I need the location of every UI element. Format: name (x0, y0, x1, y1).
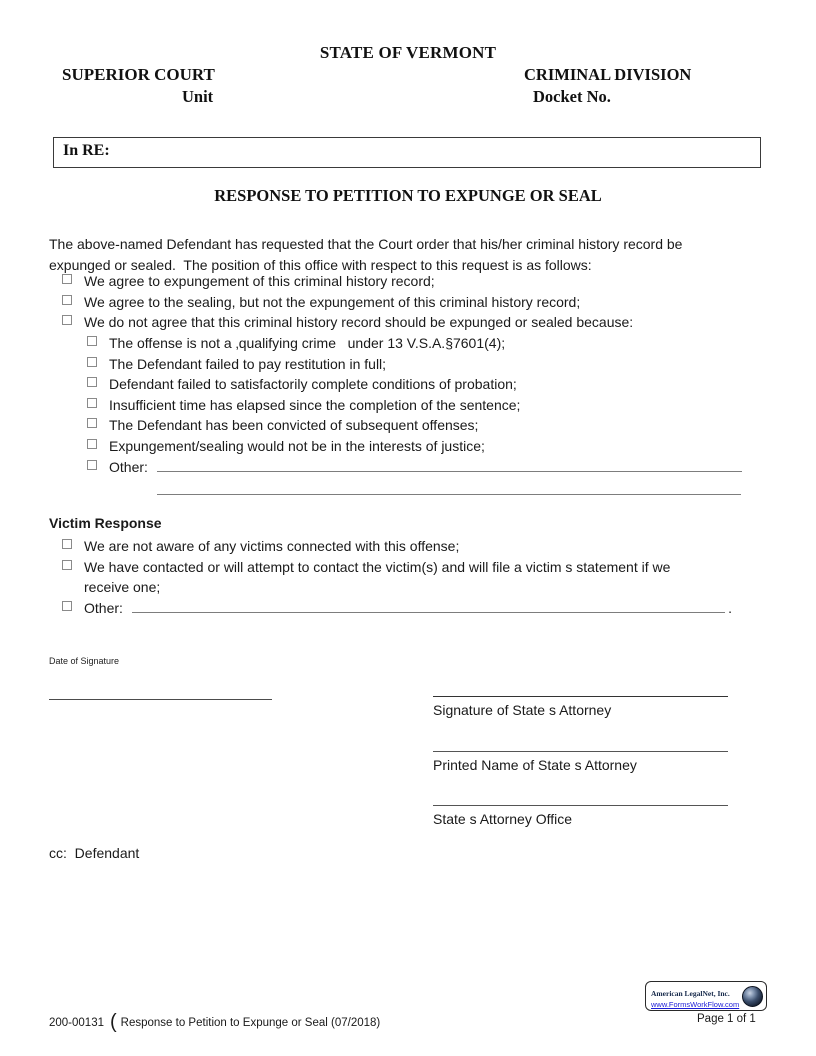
option-label: We agree to expungement of this criminal history record; (84, 273, 435, 289)
checkbox-victim-other[interactable] (62, 601, 72, 611)
legalnet-badge (645, 981, 767, 1011)
attorney-signature-line[interactable] (433, 696, 728, 697)
reason-label: The Defendant has been convicted of subsequent offenses; (109, 417, 479, 434)
intro-line-2: expunged or sealed. The position of this office with respect to this request is as follows: (49, 256, 592, 273)
victim-item-line-1: We have contacted or will attempt to contact the victim(s) and will file a victim s statement if we (84, 558, 671, 575)
victim-row-contacted (62, 557, 732, 598)
state-title: STATE OF VERMONT (319, 43, 497, 62)
victim-item-label: We are not aware of any victims connected with this offense; (84, 538, 460, 554)
checkbox-restitution[interactable] (87, 357, 97, 367)
checkbox-victims-contacted[interactable] (62, 560, 72, 570)
checkbox-agree-sealing[interactable] (62, 295, 72, 305)
attorney-office-label: State s Attorney Office (433, 811, 573, 827)
reason-row-restitution (87, 354, 742, 375)
checkbox-probation-conditions[interactable] (87, 377, 97, 387)
form-title: RESPONSE TO PETITION TO EXPUNGE OR SEAL (214, 186, 602, 205)
checkbox-reason-other[interactable] (87, 460, 97, 470)
checkbox-not-qualifying-crime[interactable] (87, 336, 97, 346)
victim-item-line-2: receive one; (84, 579, 161, 596)
reason-row-probation (87, 374, 742, 395)
reason-row-insufficient-time (87, 395, 742, 416)
victim-row-other (62, 598, 732, 619)
checkbox-interests-of-justice[interactable] (87, 439, 97, 449)
court-name: SUPERIOR COURT (62, 65, 215, 84)
footer-parenthesis: ( (110, 1011, 117, 1033)
unit-label: Unit (182, 87, 214, 106)
attorney-signature-label: Signature of State s Attorney (433, 702, 612, 718)
victim-response-list (62, 536, 732, 618)
option-row-do-not-agree (62, 312, 782, 333)
victim-other-period: . (728, 599, 732, 616)
reason-label: The Defendant failed to pay restitution in full; (109, 355, 387, 372)
option-row-agree-sealing (62, 292, 782, 313)
date-of-signature-label: Date of Signature (49, 656, 120, 666)
reason-row-interests-of-justice (87, 436, 742, 457)
attorney-printed-name-label: Printed Name of State s Attorney (433, 757, 637, 773)
other-reason-fill-line[interactable] (157, 457, 742, 472)
reason-row-other (87, 457, 742, 478)
globe-icon (742, 986, 763, 1007)
checkbox-do-not-agree[interactable] (62, 315, 72, 325)
checkbox-insufficient-time[interactable] (87, 398, 97, 408)
checkbox-agree-expungement[interactable] (62, 274, 72, 284)
victim-item-label: Other: (84, 599, 123, 616)
attorney-office-line[interactable] (433, 805, 728, 806)
footer-form-identifier (49, 1010, 381, 1033)
date-signature-line[interactable] (49, 699, 272, 700)
cc-defendant-line: cc: Defendant (49, 845, 140, 861)
victim-response-heading: Victim Response (49, 515, 162, 531)
in-re-field-box[interactable] (53, 137, 761, 168)
reason-label: Defendant failed to satisfactorily complete conditions of probation; (109, 376, 517, 393)
attorney-printed-name-line[interactable] (433, 751, 728, 752)
option-row-agree-expungement (62, 271, 782, 292)
checkbox-subsequent-offenses[interactable] (87, 418, 97, 428)
formsworkflow-link[interactable]: www.FormsWorkFlow.com (651, 999, 740, 1009)
intro-line-1: The above-named Defendant has requested that the Court order that his/her criminal history record be (49, 236, 683, 252)
docket-number-label: Docket No. (533, 87, 611, 106)
reason-label: The offense is not a ‚qualifying crime under 13 V.S.A.§7601(4); (109, 335, 506, 351)
victim-row-no-victims (62, 536, 732, 557)
intro-paragraph (49, 234, 773, 275)
reason-label: Expungement/sealing would not be in the interests of justice; (109, 437, 485, 454)
other-reason-fill-line-2[interactable] (157, 494, 741, 495)
checkbox-no-victims[interactable] (62, 539, 72, 549)
footer-form-title: Response to Petition to Expunge or Seal (07/2018) (120, 1017, 381, 1029)
position-options-list (62, 271, 782, 333)
option-label: We do not agree that this criminal history record should be expunged or sealed because: (84, 314, 634, 331)
disagree-reasons-list (87, 333, 742, 477)
reason-label: Insufficient time has elapsed since the completion of the sentence; (109, 396, 521, 413)
victim-item-label (84, 557, 670, 598)
in-re-label: In RE: (63, 142, 110, 159)
division-name: CRIMINAL DIVISION (524, 65, 692, 84)
page-indicator: Page 1 of 1 (697, 1013, 756, 1025)
victim-other-fill-line[interactable] (132, 598, 725, 613)
reason-label: Other: (109, 458, 148, 475)
form-number: 200-00131 (49, 1017, 104, 1029)
legalnet-company-name: American LegalNet, Inc. (651, 988, 730, 998)
reason-row-subsequent-offenses (87, 415, 742, 436)
reason-row-not-qualifying (87, 333, 742, 354)
option-label: We agree to the sealing, but not the expungement of this criminal history record; (84, 293, 581, 310)
